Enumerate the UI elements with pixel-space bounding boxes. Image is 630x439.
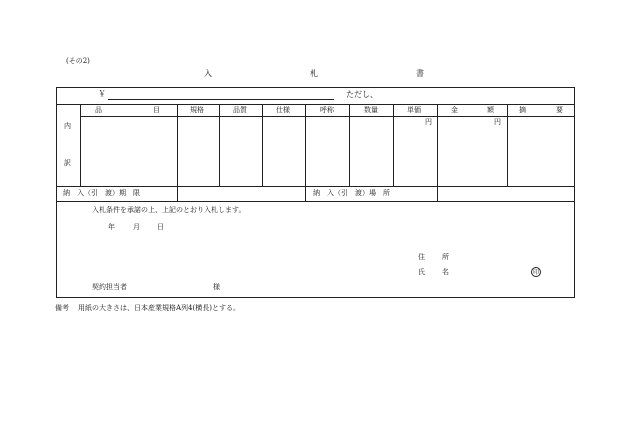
col-divider-2	[219, 104, 220, 186]
name-label-1: 氏	[418, 268, 425, 276]
deadline-divider-3	[437, 186, 438, 201]
date-year: 年	[108, 223, 115, 231]
header-quality: 品質	[233, 106, 247, 114]
header-row-divider	[80, 116, 575, 117]
header-item-name-2: 目	[153, 106, 160, 114]
row-divider-3	[56, 201, 575, 202]
row-divider-2	[56, 186, 575, 187]
header-amount-2: 額	[487, 106, 494, 114]
col-divider-7	[437, 104, 438, 186]
date-month: 月	[133, 223, 140, 231]
header-unit-price: 単価	[407, 106, 421, 114]
header-quantity: 数量	[364, 106, 378, 114]
contract-officer-label: 契約担当者	[92, 283, 127, 291]
title-char-3: 書	[416, 69, 424, 78]
header-style: 仕様	[276, 106, 290, 114]
header-spec: 規格	[190, 106, 204, 114]
address-label-1: 住	[418, 253, 425, 261]
amount-yen: 円	[494, 118, 501, 126]
unit-price-yen: 円	[425, 118, 432, 126]
form-number: (その2)	[66, 57, 90, 65]
name-label-2: 名	[442, 268, 449, 276]
col-divider-5	[349, 104, 350, 186]
deadline-divider-1	[177, 186, 178, 201]
yen-mark: ￥	[98, 89, 106, 98]
bid-statement: 入札条件を承諾の上、上記のとおり入札します。	[92, 206, 246, 214]
date-day: 日	[157, 223, 164, 231]
breakdown-label-top: 内	[64, 122, 71, 130]
note-text: 用紙の大きさは、日本産業規格A列4(横長)とする。	[78, 304, 240, 312]
proviso-label: ただし、	[346, 90, 378, 99]
delivery-place-label: 納 入（引 渡）場 所	[313, 189, 390, 197]
title-char-1: 入	[204, 69, 212, 78]
col-divider-4	[305, 104, 306, 186]
breakdown-label-bottom: 訳	[64, 159, 71, 167]
note-label: 備考	[55, 304, 69, 312]
header-unit-name: 呼称	[320, 106, 334, 114]
title-char-2: 札	[310, 69, 318, 78]
header-remarks-2: 要	[556, 106, 563, 114]
header-amount-1: 金	[451, 106, 458, 114]
amount-underline	[108, 99, 334, 100]
header-item-name-1: 品	[95, 106, 102, 114]
honorific-label: 様	[213, 283, 220, 291]
header-remarks-1: 摘	[519, 106, 526, 114]
col-divider-6	[393, 104, 394, 186]
seal-mark-icon: 印	[532, 269, 539, 276]
col-divider-3	[262, 104, 263, 186]
delivery-deadline-label: 納 入（引 渡）期 限	[63, 189, 140, 197]
row-divider-1	[56, 104, 575, 105]
deadline-divider-2	[305, 186, 306, 201]
col-divider-8	[507, 104, 508, 186]
col-divider-label	[80, 104, 81, 186]
address-label-2: 所	[442, 253, 449, 261]
col-divider-1	[177, 104, 178, 186]
